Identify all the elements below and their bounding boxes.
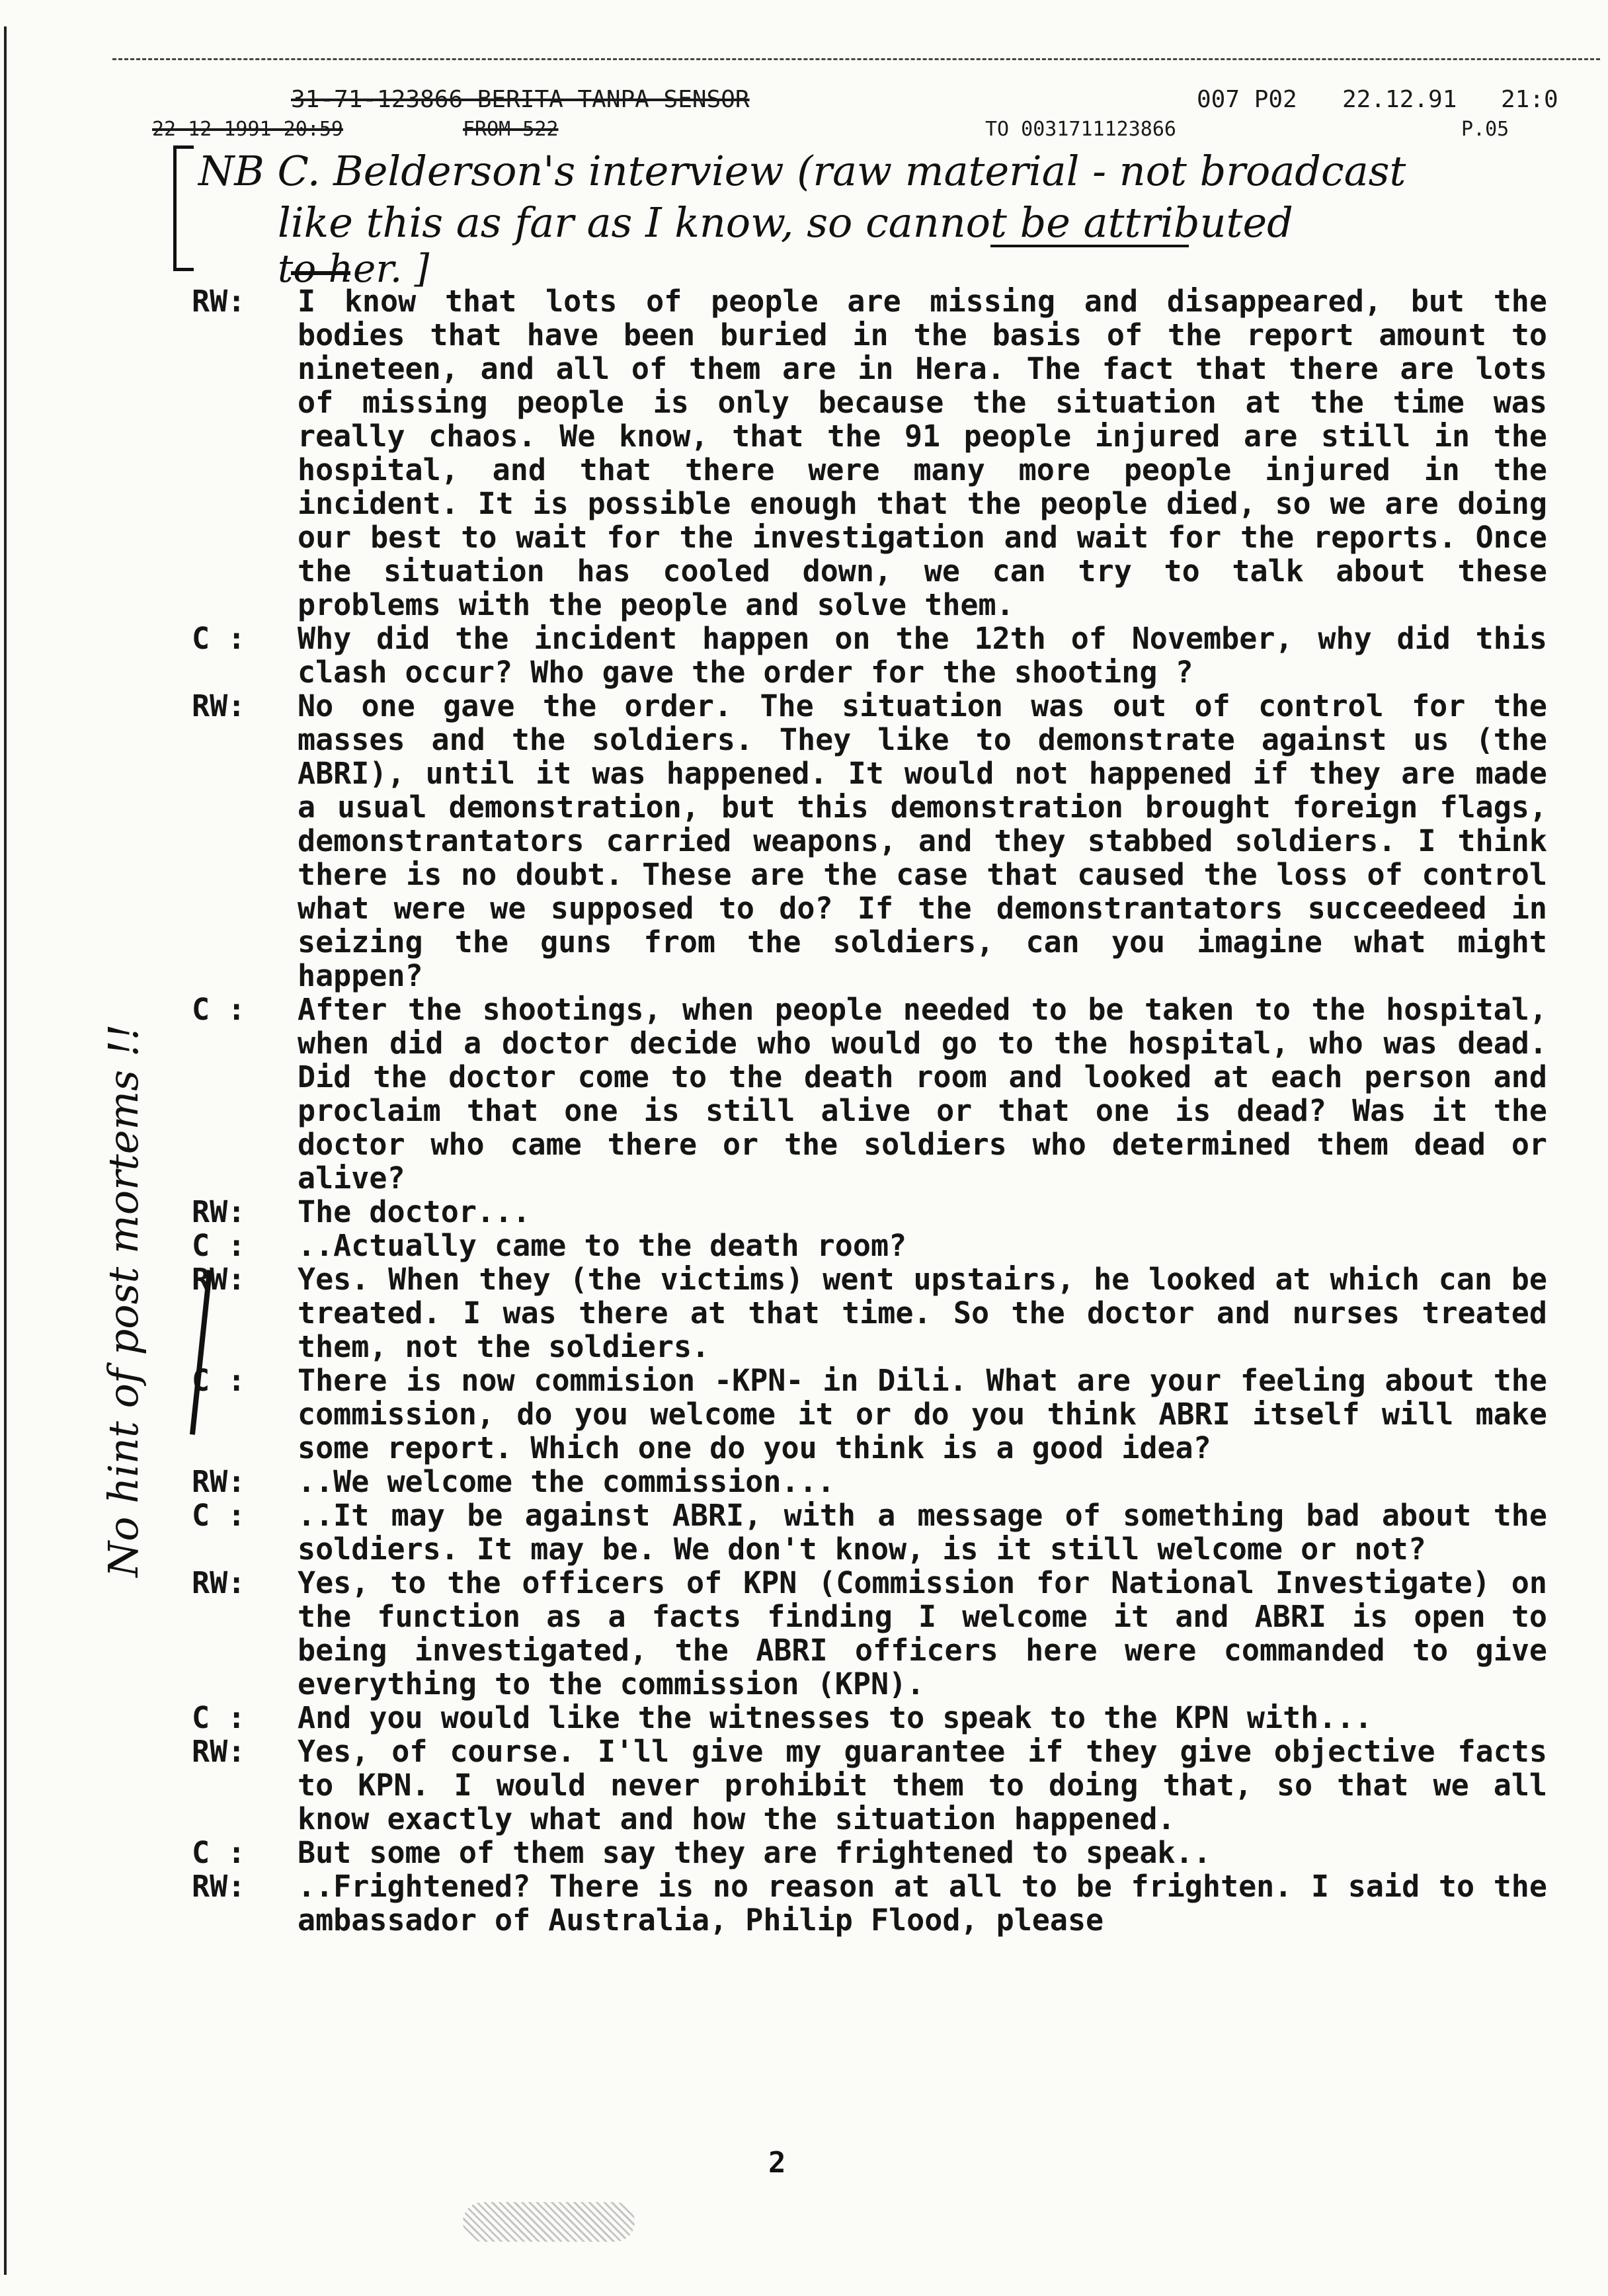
- transcript-entry: [192, 1229, 1547, 1262]
- speaker-label: C :: [192, 1228, 246, 1263]
- struck-fax-from: FROM 522: [463, 118, 559, 141]
- interview-transcript: [192, 284, 1566, 1938]
- speaker-label: RW:: [192, 1194, 246, 1229]
- fax-perforation-line: [112, 58, 1600, 60]
- struck-fax-title: 31-71-123866 BERITA TANPA SENSOR: [291, 86, 750, 113]
- transcript-entry: [192, 1363, 1566, 1465]
- transcript-entry: [192, 1262, 1566, 1364]
- transcript-entry: [192, 284, 1566, 622]
- speaker-label: RW:: [192, 284, 246, 319]
- fax-time: 21:0: [1501, 86, 1558, 113]
- struck-fax-timestamp: 22-12-1991 20:59: [152, 118, 343, 141]
- speaker-text: ..Frightened? There is no reason at all to be frighten. I said to the ambassador of Australia, Philip Flood, please: [298, 1869, 1566, 1938]
- fax-smudge: [463, 2202, 635, 2242]
- speaker-label: RW:: [192, 688, 246, 723]
- speaker-text: After the shootings, when people needed to be taken to the hospital, when did a doctor decide who would go to the hospital, who was dead. Did the doctor come to the death room and looked at each person and proclaim that one is still alive or that one is dead? Was it the doctor who came there or the soldiers who determined them dead or alive?: [298, 992, 1566, 1196]
- speaker-label: RW:: [192, 1464, 246, 1499]
- speaker-label: RW:: [192, 1734, 246, 1769]
- transcript-entry: [192, 1465, 1547, 1498]
- speaker-text: But some of them say they are frightened to speak..: [298, 1835, 1211, 1870]
- speaker-text: ..Actually came to the death room?: [298, 1228, 907, 1263]
- speaker-text: And you would like the witnesses to speak to the KPN with...: [298, 1700, 1373, 1735]
- note-bracket: [173, 145, 194, 271]
- transcript-entry: [192, 688, 1566, 993]
- crossed-out-scribble: [291, 271, 350, 275]
- speaker-text: No one gave the order. The situation was out of control for the masses and the soldiers. They like to demonstrate against us (the ABRI), until it was happened. It would not happened if they are made a usual demonstration, but this demonstration brought foreign flags, demonstrantators carried weapons, and they stabbed soldiers. I think there is no doubt. These are the case that caused the loss of control what were we supposed to do? If the demonstrantators succeedeed in seizing the guns from the soldiers, can you imagine what might happen?: [298, 688, 1566, 993]
- speaker-text: Yes, of course. I'll give my guarantee if they give objective facts to KPN. I would never prohibit them to doing that, so that we all know exactly what and how the situation happened.: [298, 1734, 1566, 1836]
- transcript-entry: [192, 1195, 1547, 1229]
- speaker-text: ..It may be against ABRI, with a message of something bad about the soldiers. It may be. We don't know, is it still welcome or not?: [298, 1498, 1566, 1567]
- speaker-text: Yes. When they (the victims) went upstairs, he looked at which can be treated. I was there at that time. So the doctor and nurses treated them, not the soldiers.: [298, 1262, 1566, 1364]
- transcript-entry: [192, 1701, 1547, 1735]
- handwritten-margin-note: No hint of post mortems !!: [99, 1024, 147, 1577]
- speaker-label: C :: [192, 1835, 246, 1870]
- speaker-label: RW:: [192, 1262, 246, 1297]
- speaker-label: RW:: [192, 1869, 246, 1904]
- speaker-text: Why did the incident happen on the 12th of November, why did this clash occur? Who gave the order for the shooting ?: [298, 621, 1566, 690]
- speaker-label: C :: [192, 1363, 246, 1398]
- speaker-text: Yes, to the officers of KPN (Commission for National Investigate) on the function as a facts finding I welcome it and ABRI is open to being investigated, the ABRI officers here were commanded to give everything to the commission (KPN).: [298, 1565, 1566, 1702]
- handwritten-note-line-3: to her. ]: [278, 246, 430, 291]
- handwritten-note-line-2: like this as far as I know, so cannot be attributed: [278, 198, 1293, 247]
- fax-to-line: TO 0031711123866: [985, 118, 1176, 141]
- transcript-entry: [192, 1869, 1566, 1938]
- transcript-entry: [192, 621, 1566, 690]
- speaker-label: C :: [192, 1700, 246, 1735]
- speaker-text: I know that lots of people are missing and disappeared, but the bodies that have been buried in the basis of the report amount to nineteen, and all of them are in Hera. The fact that there are lots of missing people is only because the situation at the time was really chaos. We know, that the 91 people injured are still in the hospital, and that there were many more people injured in the incident. It is possible enough that the people died, so we are doing our best to wait for the investigation and wait for the reports. Once the situation has cooled down, we can try to talk about these problems with the people and solve them.: [298, 284, 1566, 622]
- speaker-text: There is now commision -KPN- in Dili. What are your feeling about the commission, do you welcome it or do you think ABRI itself will make some report. Which one do you think is a good idea?: [298, 1363, 1566, 1465]
- handwritten-note-line-1: NB C. Belderson's interview (raw material - not broadcast: [198, 147, 1406, 195]
- speaker-label: C :: [192, 992, 246, 1027]
- fax-page-code: 007 P02: [1197, 86, 1297, 113]
- transcript-entry: [192, 1565, 1566, 1702]
- speaker-label: RW:: [192, 1565, 246, 1600]
- fax-date: 22.12.91: [1342, 86, 1457, 113]
- speaker-text: The doctor...: [298, 1194, 531, 1229]
- page-edge-rule: [4, 26, 7, 2275]
- cannot-underline: [990, 245, 1189, 247]
- speaker-text: ..We welcome the commission...: [298, 1464, 835, 1499]
- transcript-entry: [192, 1836, 1547, 1869]
- transcript-entry: [192, 1498, 1566, 1567]
- fax-page-ref: P.05: [1461, 118, 1509, 141]
- transcript-entry: [192, 992, 1566, 1196]
- speaker-label: C :: [192, 621, 246, 656]
- speaker-label: C :: [192, 1498, 246, 1533]
- transcript-entry: [192, 1734, 1566, 1836]
- page-number: 2: [768, 2146, 786, 2180]
